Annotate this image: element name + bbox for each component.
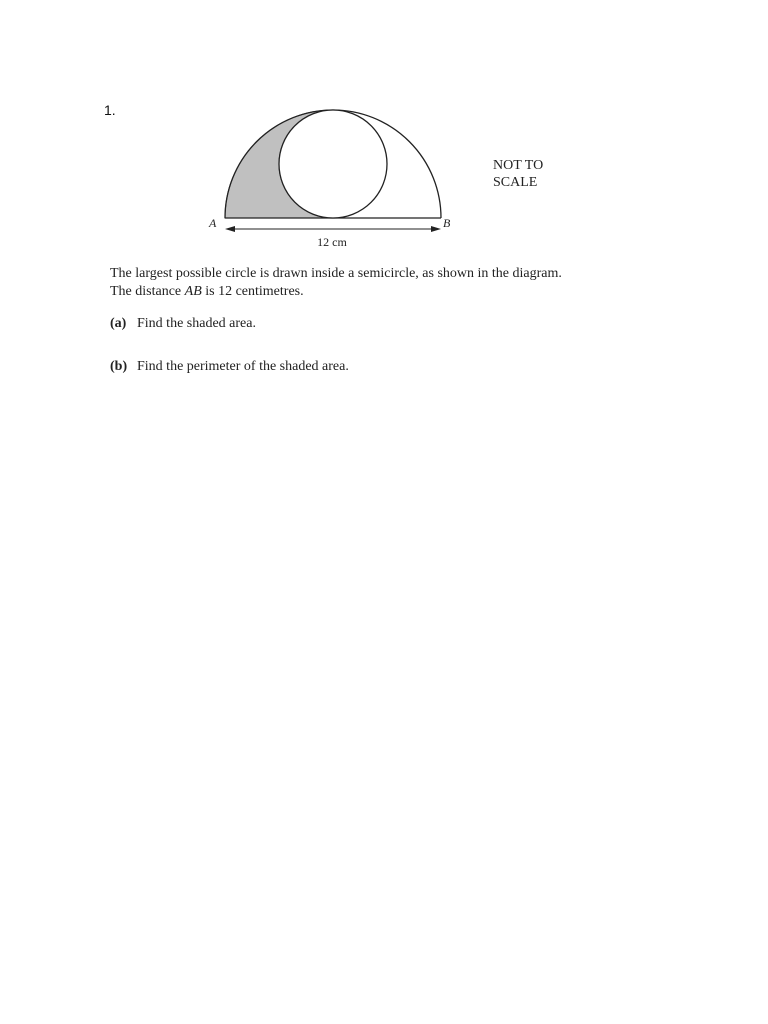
length-label: 12 cm (317, 235, 347, 249)
label-b: B (443, 216, 451, 230)
not-to-scale-note (493, 157, 543, 191)
semicircle-diagram (195, 100, 475, 255)
label-a: A (209, 216, 217, 230)
question-intro (110, 265, 562, 301)
note-line-2: SCALE (493, 175, 538, 190)
question-number: 1. (104, 102, 116, 118)
intro-line-2: The distance AB is 12 centimetres. (110, 284, 304, 299)
inscribed-circle (279, 110, 387, 218)
arrowhead-left (225, 226, 235, 232)
intro-line-1: The largest possible circle is drawn inside a semicircle, as shown in the diagram. (110, 266, 562, 281)
part-b-label: (b) (110, 359, 128, 374)
note-line-1: NOT TO (493, 158, 544, 173)
part-a-label: (a) (110, 316, 127, 331)
arrowhead-right (431, 226, 441, 232)
part-b (110, 359, 349, 375)
diagram-svg (195, 100, 475, 255)
part-b-text: Find the perimeter of the shaded area. (137, 359, 349, 374)
part-a-text: Find the shaded area. (137, 316, 256, 331)
part-a (110, 316, 256, 332)
